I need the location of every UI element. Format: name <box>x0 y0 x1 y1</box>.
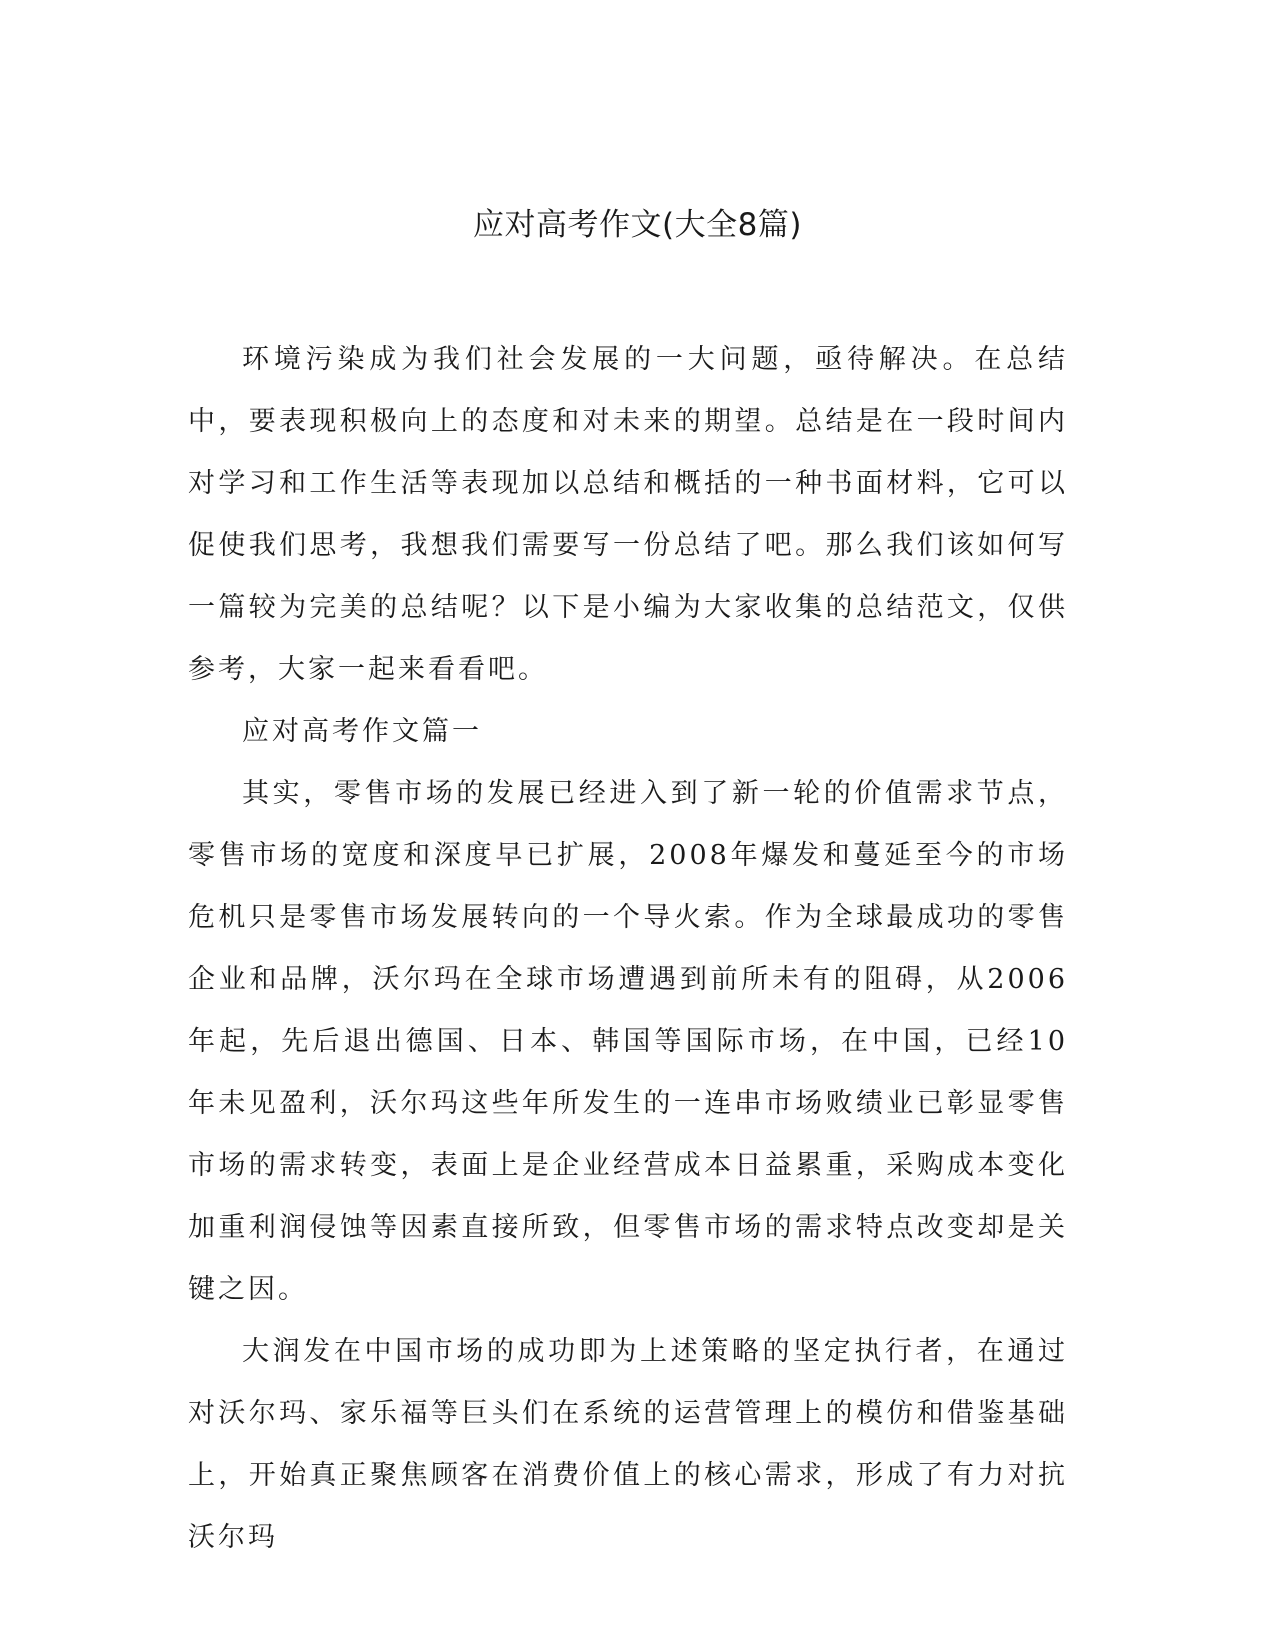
document-title: 应对高考作文(大全8篇) <box>473 207 802 243</box>
intro-paragraph: 环境污染成为我们社会发展的一大问题，亟待解决。在总结中，要表现积极向上的态度和对未来的期望。总结是在一段时间内对学习和工作生活等表现加以总结和概括的一种书面材料，它可以促使我们思考，我想我们需要写一份总结了吧。那么我们该如何写一篇较为完美的总结呢？以下是小编为大家收集的总结范文，仅供参考，大家一起来看看吧。 <box>188 344 1068 685</box>
section-heading: 应对高考作文篇一 <box>242 716 482 747</box>
body-paragraph: 大润发在中国市场的成功即为上述策略的坚定执行者，在通过对沃尔玛、家乐福等巨头们在系统的运营管理上的模仿和借鉴基础上，开始真正聚焦顾客在消费价值上的核心需求，形成了有力对抗沃尔玛 <box>188 1336 1068 1553</box>
body-paragraph: 其实，零售市场的发展已经进入到了新一轮的价值需求节点，零售市场的宽度和深度早已扩展，2008年爆发和蔓延至今的市场危机只是零售市场发展转向的一个导火索。作为全球最成功的零售企业和品牌，沃尔玛在全球市场遭遇到前所未有的阻碍，从2006年起，先后退出德国、日本、韩国等国际市场，在中国，已经10年未见盈利，沃尔玛这些年所发生的一连串市场败绩业已彰显零售市场的需求转变，表面上是企业经营成本日益累重，采购成本变化加重利润侵蚀等因素直接所致，但零售市场的需求特点改变却是关键之因。 <box>188 778 1068 1305</box>
document-body <box>188 329 1068 1569</box>
